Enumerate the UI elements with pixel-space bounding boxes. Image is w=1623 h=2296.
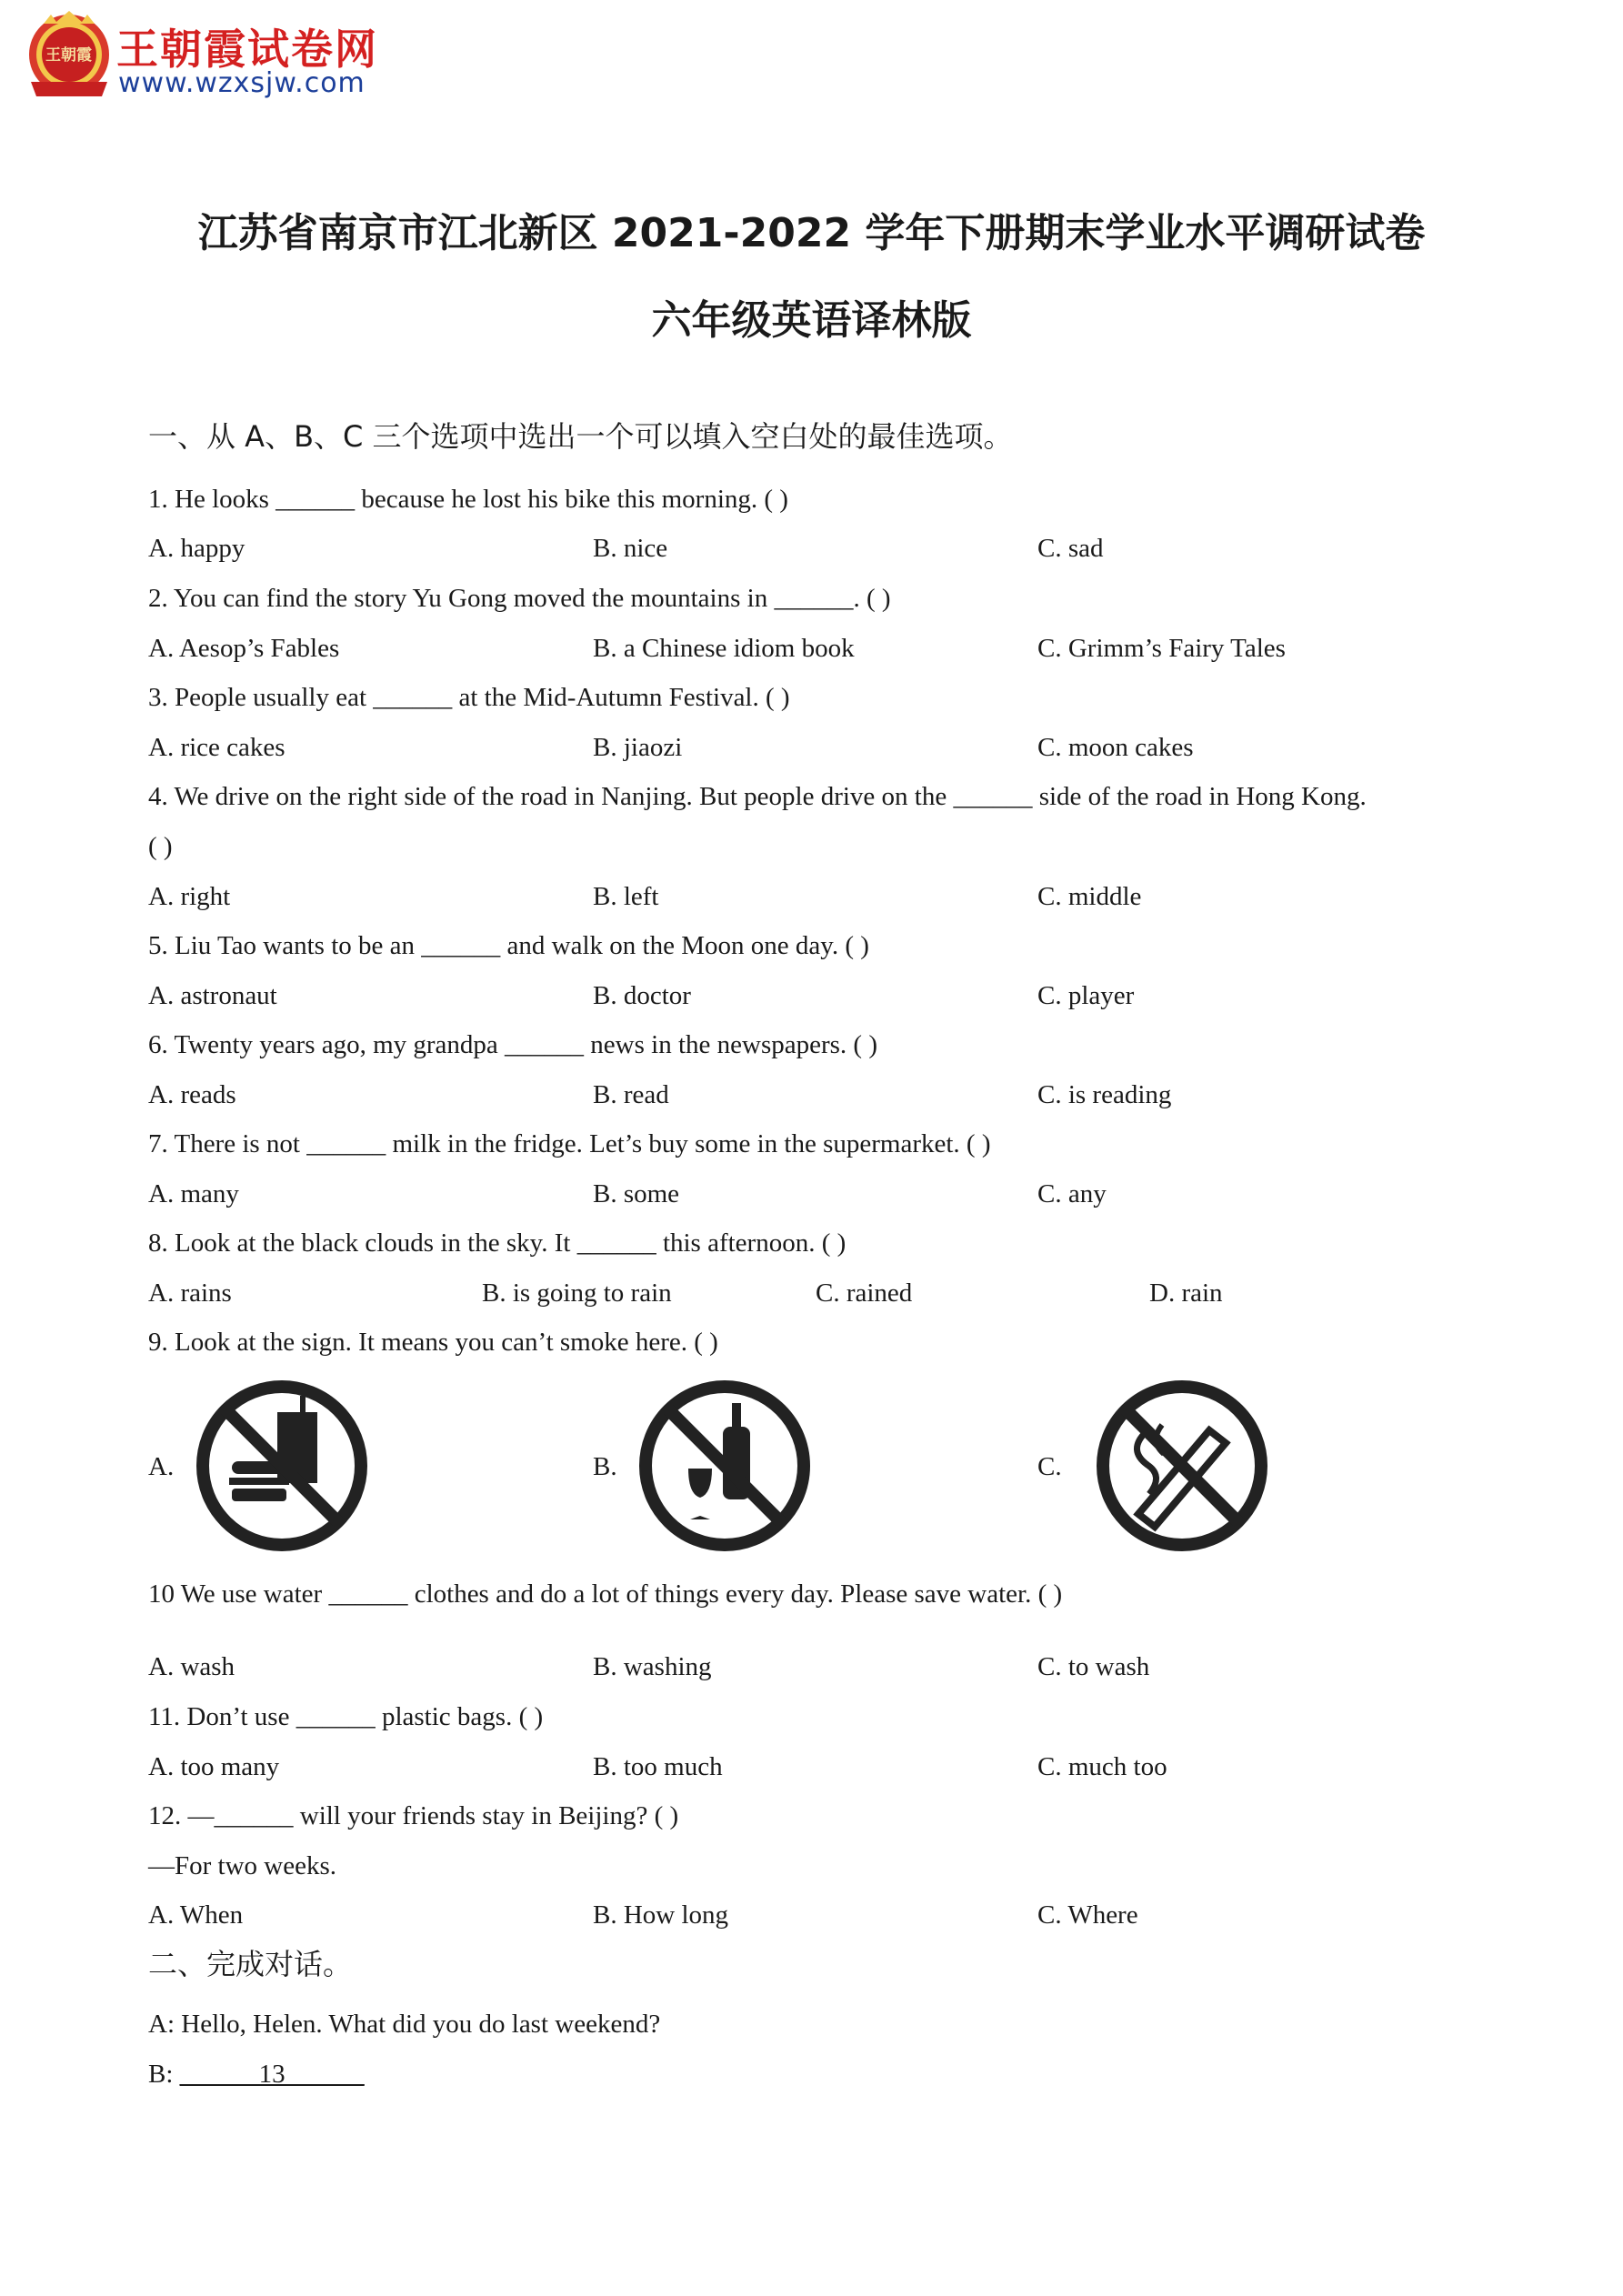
question-5-option-b[interactable]: B. doctor	[593, 981, 691, 1010]
no-food-drink-sign-icon[interactable]	[191, 1378, 373, 1555]
dialogue-line-b	[148, 2058, 365, 2090]
question-10-option-c[interactable]: C. to wash	[1037, 1652, 1150, 1681]
section-1-heading: 一、从 A、B、C 三个选项中选出一个可以填入空白处的最佳选项。	[148, 419, 1013, 454]
question-4-option-c[interactable]: C. middle	[1037, 882, 1142, 911]
question-3-option-c[interactable]: C. moon cakes	[1037, 733, 1194, 762]
question-9-stem: 9. Look at the sign. It means you can’t smoke here. ( )	[148, 1328, 718, 1357]
question-8-option-d[interactable]: D. rain	[1149, 1278, 1223, 1308]
question-11-stem: 11. Don’t use ______ plastic bags. ( )	[148, 1702, 544, 1731]
logo-url[interactable]: www.wzxsjw.com	[118, 67, 366, 99]
section-2-heading: 二、完成对话。	[148, 1947, 353, 1981]
question-7-option-a[interactable]: A. many	[148, 1179, 239, 1208]
question-10-option-a[interactable]: A. wash	[148, 1652, 235, 1681]
question-6-option-c[interactable]: C. is reading	[1037, 1080, 1172, 1109]
question-6-option-b[interactable]: B. read	[593, 1080, 669, 1109]
question-1-option-a[interactable]: A. happy	[148, 534, 245, 563]
question-8-option-c[interactable]: C. rained	[816, 1278, 913, 1308]
question-4-option-a[interactable]: A. right	[148, 882, 231, 911]
question-7-option-c[interactable]: C. any	[1037, 1179, 1107, 1208]
question-8-option-b[interactable]: B. is going to rain	[482, 1278, 672, 1308]
no-smoking-sign-icon[interactable]	[1091, 1378, 1273, 1555]
question-8-option-a[interactable]: A. rains	[148, 1278, 232, 1308]
question-6-stem: 6. Twenty years ago, my grandpa ______ news in the newspapers. ( )	[148, 1030, 877, 1059]
question-4-stem: 4. We drive on the right side of the road in Nanjing. But people drive on the ______ side of the road in Hong Kong.	[148, 782, 1367, 811]
question-11-option-a[interactable]: A. too many	[148, 1752, 280, 1781]
question-9-option-c[interactable]: C.	[1037, 1452, 1062, 1481]
question-8-stem: 8. Look at the black clouds in the sky. It ______ this afternoon. ( )	[148, 1228, 847, 1258]
question-5-option-c[interactable]: C. player	[1037, 981, 1135, 1010]
question-12-option-b[interactable]: B. How long	[593, 1900, 729, 1930]
answer-blank-13[interactable]: ______13______	[179, 2060, 365, 2089]
question-9-option-b[interactable]: B.	[593, 1452, 617, 1481]
question-5-option-a[interactable]: A. astronaut	[148, 981, 277, 1010]
question-1-option-c[interactable]: C. sad	[1037, 534, 1104, 563]
question-7-option-b[interactable]: B. some	[593, 1179, 680, 1208]
site-logo	[25, 11, 426, 102]
question-12-option-a[interactable]: A. When	[148, 1900, 244, 1930]
question-12-answer-line: —For two weeks.	[148, 1851, 337, 1880]
question-5-stem: 5. Liu Tao wants to be an ______ and walk on the Moon one day. ( )	[148, 931, 869, 960]
question-3-stem: 3. People usually eat ______ at the Mid-Autumn Festival. ( )	[148, 683, 790, 712]
question-2-option-a[interactable]: A. Aesop’s Fables	[148, 634, 340, 663]
question-2-option-c[interactable]: C. Grimm’s Fairy Tales	[1037, 634, 1286, 663]
question-11-option-b[interactable]: B. too much	[593, 1752, 723, 1781]
question-6-option-a[interactable]: A. reads	[148, 1080, 236, 1109]
no-alcohol-sign-icon[interactable]	[634, 1378, 816, 1555]
question-7-stem: 7. There is not ______ milk in the fridge. Let’s buy some in the supermarket. ( )	[148, 1129, 991, 1158]
question-4-option-b[interactable]: B. left	[593, 882, 659, 911]
question-4-stem-continued: ( )	[148, 832, 173, 861]
question-2-option-b[interactable]: B. a Chinese idiom book	[593, 634, 855, 663]
page-title: 江苏省南京市江北新区 2021-2022 学年下册期末学业水平调研试卷	[197, 210, 1426, 256]
question-2-stem: 2. You can find the story Yu Gong moved the mountains in ______. ( )	[148, 584, 891, 613]
question-9-option-a[interactable]: A.	[148, 1452, 175, 1481]
question-3-option-a[interactable]: A. rice cakes	[148, 733, 286, 762]
question-3-option-b[interactable]: B. jiaozi	[593, 733, 683, 762]
question-11-option-c[interactable]: C. much too	[1037, 1752, 1167, 1781]
page-subtitle: 六年级英语译林版	[651, 297, 972, 344]
question-12-stem: 12. —______ will your friends stay in Beijing? ( )	[148, 1801, 679, 1830]
logo-seal-text: 王朝霞	[45, 46, 92, 65]
dialogue-speaker-b: B:	[148, 2060, 180, 2089]
question-10-stem: 10 We use water ______ clothes and do a lot of things every day. Please save water. ( )	[148, 1579, 1063, 1609]
question-1-stem: 1. He looks ______ because he lost his bike this morning. ( )	[148, 485, 788, 514]
question-10-option-b[interactable]: B. washing	[593, 1652, 712, 1681]
question-12-option-c[interactable]: C. Where	[1037, 1900, 1138, 1930]
logo-name: 王朝霞试卷网	[116, 25, 378, 74]
question-1-option-b[interactable]: B. nice	[593, 534, 668, 563]
dialogue-line-a: A: Hello, Helen. What did you do last weekend?	[148, 2010, 661, 2039]
